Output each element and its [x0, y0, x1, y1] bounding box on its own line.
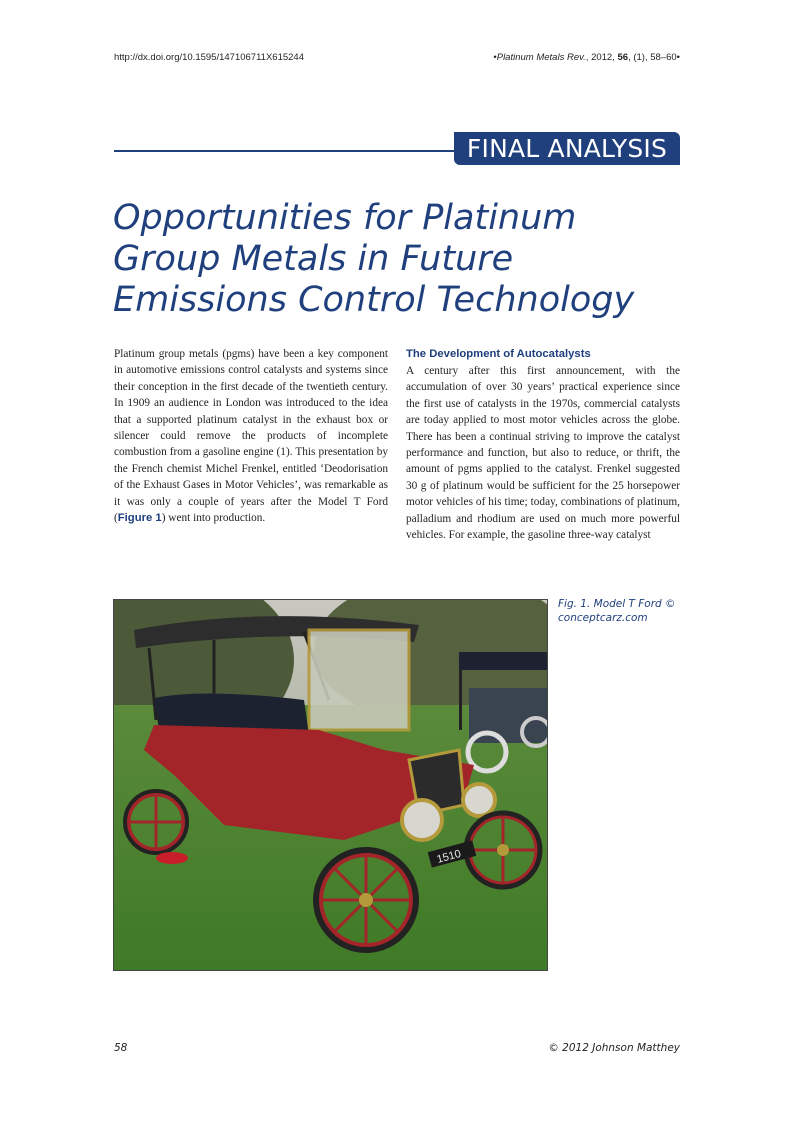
intro-paragraph [114, 346, 388, 526]
page-number: 58 [114, 1042, 128, 1054]
section-tag: FINAL ANALYSIS [454, 132, 680, 165]
fire-extinguisher [156, 852, 188, 864]
journal-citation [493, 52, 680, 63]
left-column [114, 346, 388, 526]
right-column [406, 346, 680, 543]
volume: 56 [617, 52, 629, 63]
car-photo [114, 600, 548, 971]
section-heading: The Development of Autocatalysts [406, 348, 591, 360]
license-plate: 1510 [435, 847, 463, 866]
issue-pages: , (1), 58–60 [628, 52, 677, 63]
body-paragraph: A century after this first announcement, with the accumulation of over 30 years’ practical experience since the first use of catalysts in the 1970s, commercial catalysts are today applied to most motor vehicles across the globe. There has been a continual striving to improve the catalyst performance and function, but also to reduce, or thrift, the amount of pgms applied to the catalyst. Frenkel suggested 30 g of platinum would be sufficient for the 25 horsepower motor vehicles of his time; today, combinations of platinum, palladium and rhodium are used on much more powerful vehicles. For example, the gasoline three-way catalyst [406, 365, 680, 542]
figure-caption: Fig. 1. Model T Ford © conceptcarz.com [558, 598, 676, 624]
journal-name: Platinum Metals Rev. [496, 52, 586, 63]
article-title: Opportunities for Platinum Group Metals in Future Emissions Control Technology [113, 198, 635, 320]
intro-text-end: ) went into production. [161, 512, 266, 525]
figure-1-link[interactable]: Figure 1 [117, 512, 162, 525]
bullet-open: • [493, 52, 497, 63]
intro-text: Platinum group metals (pgms) have been a key component in automotive emissions control catalysts and systems since their conception in the first decade of the twentieth century. In 1909 an audience in London was introduced to the idea that a supported platinum catalyst in the exhaust box or silencer could remove the products of incomplete combustion from a gasoline engine (1). This presentation by the French chemist Michel Frenkel, entitled ‘Deodorisation of the Exhaust Gases in Motor Vehicles’, was remarkable as it was only a couple of years after the Model T Ford ( [114, 348, 388, 525]
bullet-close: • [676, 52, 680, 63]
section-rule [114, 150, 459, 152]
doi-link[interactable]: http://dx.doi.org/10.1595/147106711X615244 [114, 52, 304, 63]
year: , 2012, [585, 52, 618, 63]
figure-model-t-ford [113, 599, 548, 971]
copyright: © 2012 Johnson Matthey [548, 1042, 680, 1054]
